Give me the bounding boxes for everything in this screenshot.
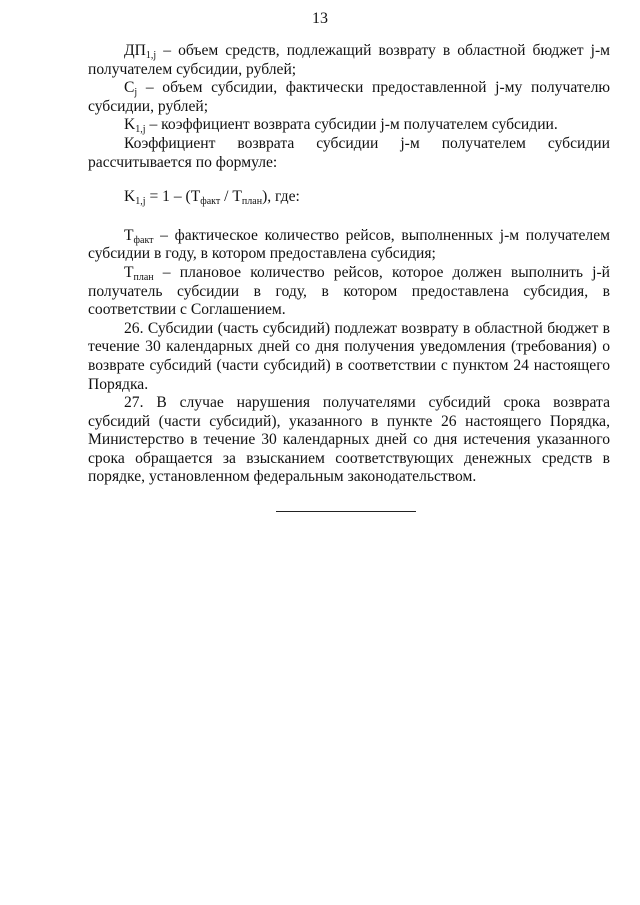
c-symbol: C	[124, 79, 135, 97]
definition-c	[88, 79, 610, 116]
paragraph-27: 27. В случае нарушения получателями субсидий срока возврата субсидий (части субсидий), указанного в пункте 26 настоящего Порядка, Министерство в течение 30 календарных дней со дня истечения указанного срока обращается за взысканием соответствующих денежных средств в порядке, установленном федеральным законодательством.	[88, 394, 610, 486]
formula-plan-subscript: план	[241, 196, 263, 208]
dp-text: – объем средств, подлежащий возврату в областной бюджет j-м получателем субсидии, рублей;	[88, 42, 610, 78]
formula-intro: Коэффициент возврата субсидии j-м получателем субсидии рассчитывается по формуле:	[88, 134, 610, 171]
variable-t-fact	[88, 227, 610, 264]
k-subscript: 1,j	[135, 124, 146, 136]
page-number: 13	[312, 10, 328, 27]
t-plan-symbol: T	[124, 263, 134, 281]
formula-slash: / T	[220, 188, 242, 206]
k-symbol: K	[124, 116, 136, 134]
t-plan-text: – плановое количество рейсов, которое должен выполнить j-й получатель субсидии в году, в котором предоставлена субсидия, в соответствии с Соглашением.	[88, 263, 610, 319]
paragraph-26: 26. Субсидии (часть субсидий) подлежат возврату в областной бюджет в течение 30 календарных дней со дня получения уведомления (требования) о возврате субсидий (части субсидий) в соответствии с пунктом 24 настоящего Порядка.	[88, 319, 610, 393]
end-divider	[276, 511, 416, 512]
dp-subscript: 1,j	[145, 50, 157, 61]
dp-symbol: ДП	[124, 42, 146, 59]
formula-tail: ), где:	[262, 188, 300, 206]
t-fact-subscript: факт	[133, 234, 154, 246]
definition-k	[88, 116, 610, 135]
c-text: – объем субсидии, фактически предоставленной j-му получателю субсидии, рублей;	[88, 79, 610, 115]
variable-t-plan	[88, 264, 610, 320]
definition-dp	[88, 42, 610, 79]
formula	[88, 188, 610, 207]
formula-k-subscript: 1,j	[135, 196, 146, 208]
t-fact-symbol: T	[124, 226, 134, 244]
formula-fact-subscript: факт	[200, 196, 221, 208]
formula-k-symbol: K	[124, 188, 136, 206]
formula-middle: = 1 – (T	[145, 188, 201, 206]
t-fact-text: – фактическое количество рейсов, выполненных j-м получателем субсидии в году, в котором предоставлена субсидия;	[88, 226, 610, 263]
k-text: – коэффициент возврата субсидии j-м получателем субсидии.	[145, 116, 558, 134]
c-subscript: j	[134, 87, 138, 99]
t-plan-subscript: план	[133, 271, 154, 283]
document-body	[88, 42, 610, 487]
